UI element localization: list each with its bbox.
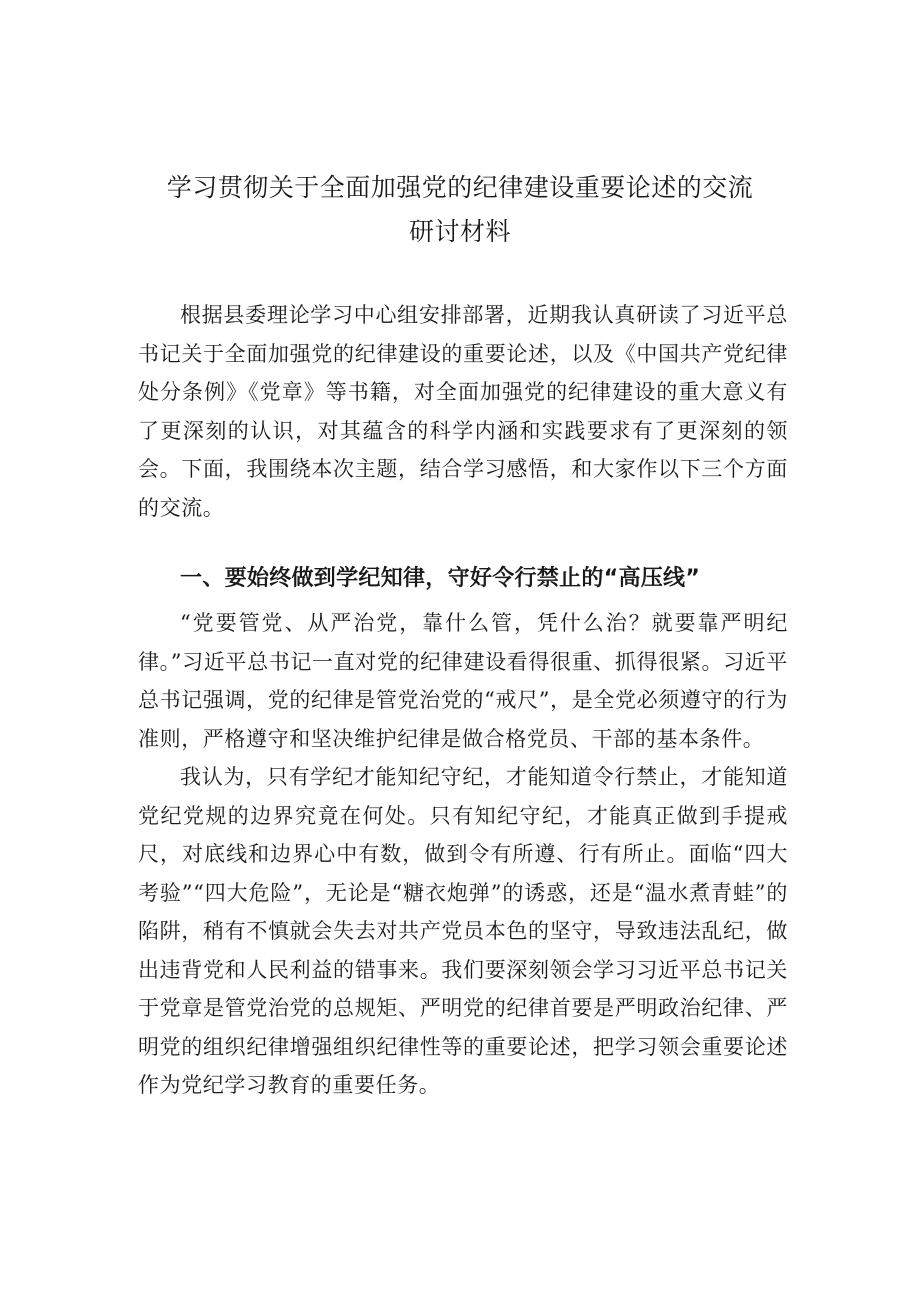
document-subtitle: 研讨材料 xyxy=(408,217,511,246)
section1-paragraph-2: 我认为，只有学纪才能知纪守纪，才能知道令行禁止，才能知道党纪党规的边界究竟在何处。只有知纪守纪，才能真正做到手提戒尺，对底线和边界心中有数，做到令有所遵、行有所止。面临“四大考验”“四大危险”，无论是“糖衣炮弹”的诱惑，还是“温水煮青蛙”的陷阱，稍有不慎就会失去对共产党员本色的坚守，导致违法乱纪，做出违背党和人民利益的错事来。我们要深刻领会学习习近平总书记关于党章是管党治党的总规矩、严明党的纪律首要是严明政治纪律、严明党的组织纪律增强组织纪律性等的重要论述，把学习领会重要论述作为党纪学习教育的重要任务。 xyxy=(138,765,788,1097)
section-heading-1: 一、要始终做到学纪知律，守好令行禁止的“高压线” xyxy=(180,566,701,591)
intro-paragraph: 根据县委理论学习中心组安排部署，近期我认真研读了习近平总书记关于全面加强党的纪律建设的重要论述，以及《中国共产党纪律处分条例》《党章》等书籍，对全面加强党的纪律建设的重大意义有了更深刻的认识，对其蕴含的科学内涵和实践要求有了更深刻的领会。下面，我围绕本次主题，结合学习感悟，和大家作以下三个方面的交流。 xyxy=(138,303,788,520)
document-title: 学习贯彻关于全面加强党的纪律建设重要论述的交流 xyxy=(166,173,754,202)
section1-paragraph-1: “党要管党、从严治党，靠什么管，凭什么治？就要靠严明纪律。”习近平总书记一直对党的纪律建设看得很重、抓得很紧。习近平总书记强调，党的纪律是管党治党的“戒尺”，是全党必须遵守的行为准则，严格遵守和坚决维护纪律是做合格党员、干部的基本条件。 xyxy=(138,611,788,751)
